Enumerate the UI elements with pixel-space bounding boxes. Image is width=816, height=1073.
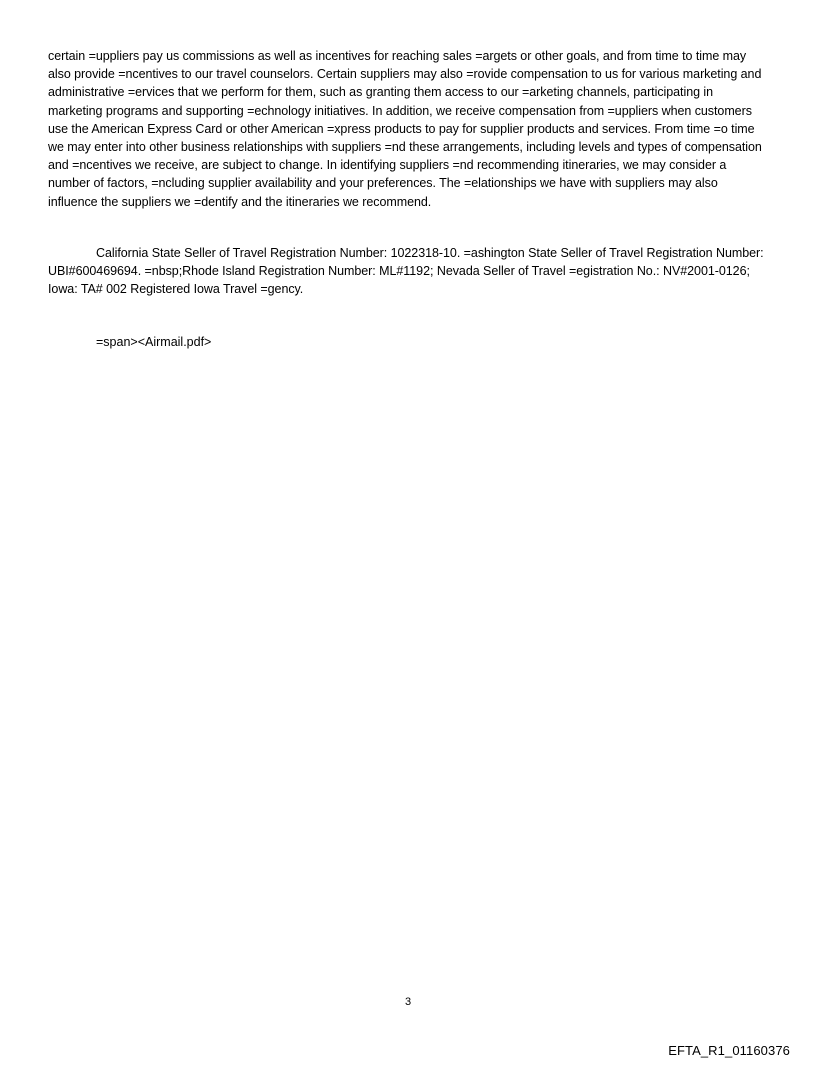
attachment-reference: =span><Airmail.pdf> (96, 335, 212, 349)
page-number: 3 (404, 996, 412, 1008)
document-id-stamp: EFTA_R1_01160376 (668, 1043, 790, 1058)
seller-of-travel-registration-paragraph: California State Seller of Travel Registration Number: 1022318-10. =ashington State Seller of Travel Registration Number: UBI#600469694. =nbsp;Rhode Island Registration Number: ML#1192; Nevada Seller of Travel =egistration No.: NV#2001-0126; Iowa: TA# 002 Registered Iowa Travel =gency. (48, 246, 764, 297)
supplier-compensation-paragraph: certain =uppliers pay us commissions as well as incentives for reaching sales =argets or other goals, and from time to time may also provide =ncentives to our travel counselors. Certain suppliers may also =rovide compensation to us for various marketing and administrative =ervices that we perform for them, such as granting them access to our =arketing channels, participating in marketing programs and supporting =echnology initiatives. In addition, we receive compensation from =uppliers when customers use the American Express Card or other American =xpress products to pay for supplier products and services. From time =o time we may enter into other business relationships with suppliers =nd these arrangements, including levels and types of compensation and =ncentives we receive, are subject to change. In identifying suppliers =nd recommending itineraries, we may consider a number of factors, =ncluding supplier availability and your preferences. The =elationships we have with suppliers may also influence the suppliers we =dentify and the itineraries we recommend. (48, 49, 762, 209)
